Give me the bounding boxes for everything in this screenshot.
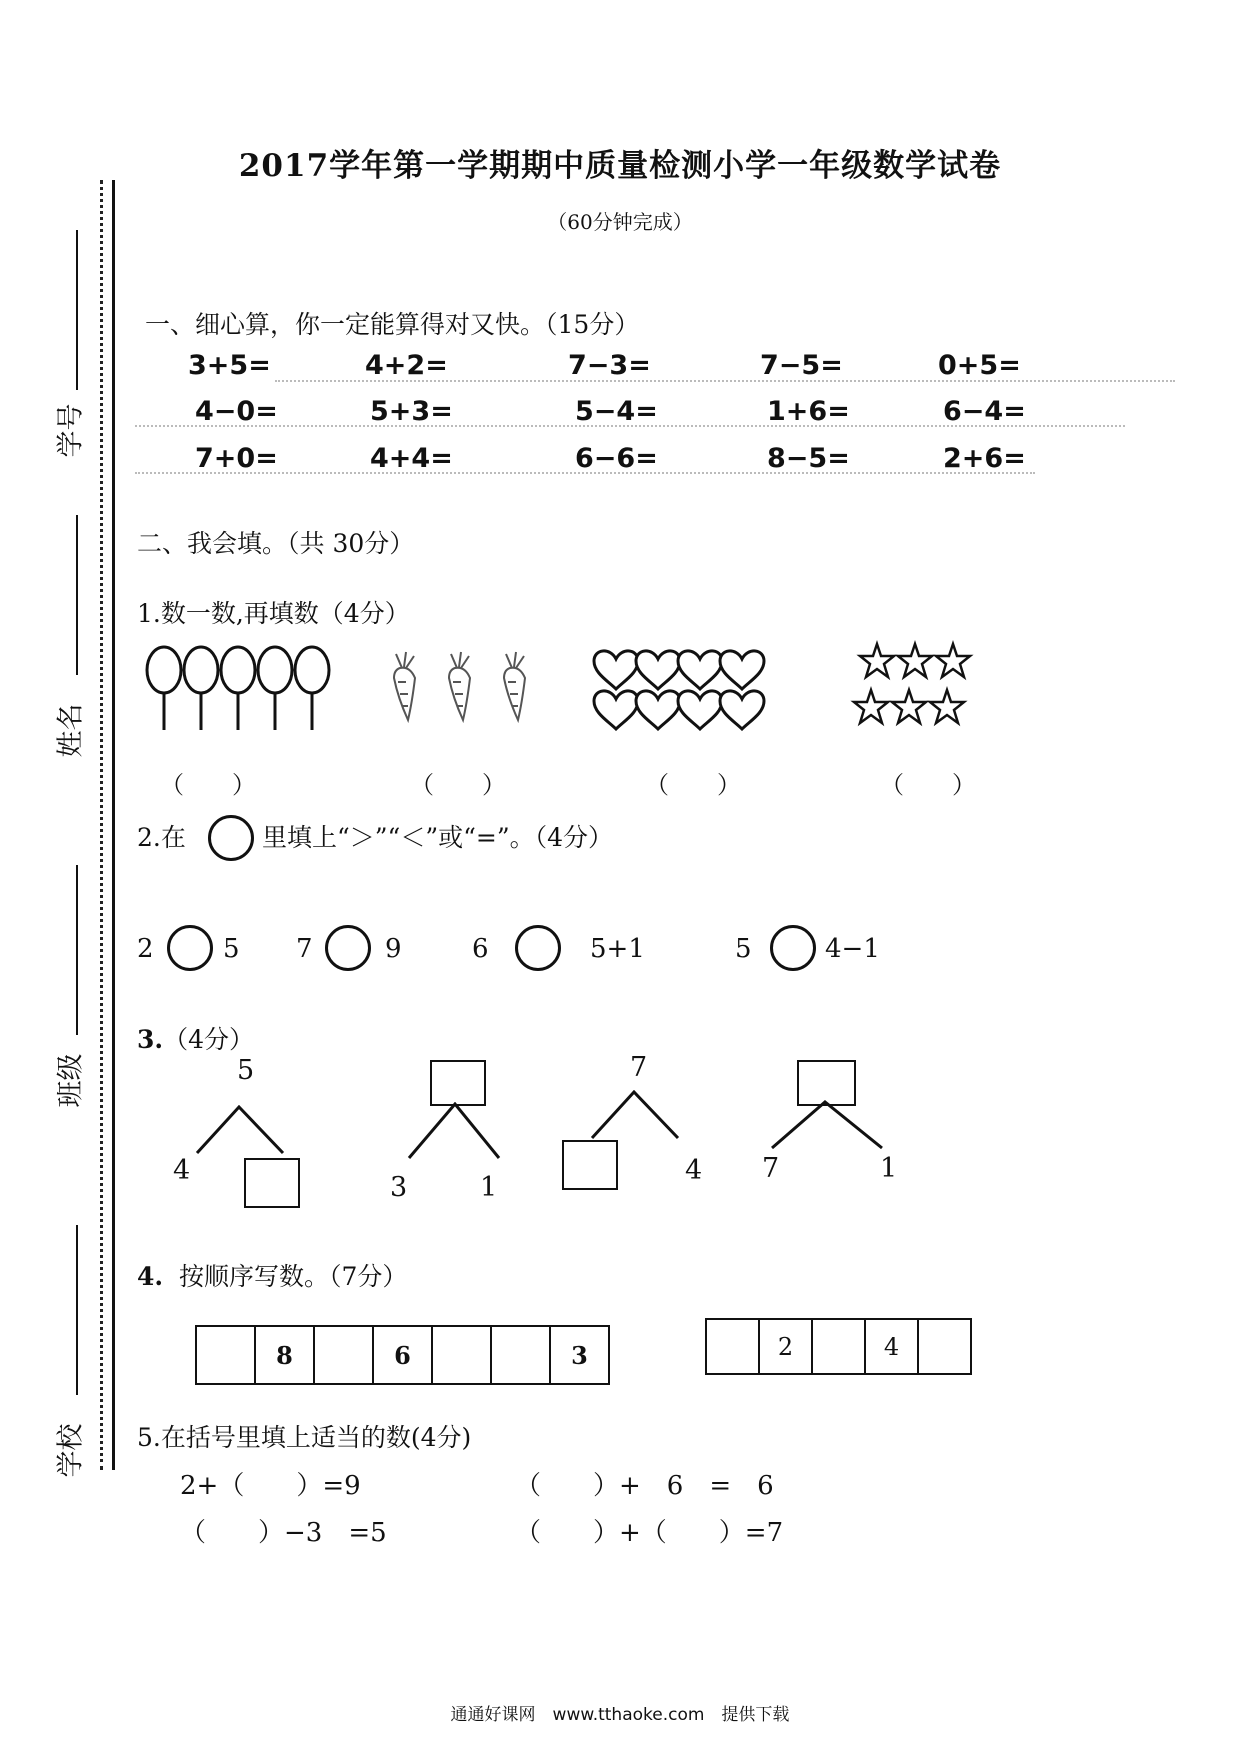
heart-icon	[594, 691, 638, 729]
answer-blank[interactable]: （ ）	[645, 771, 741, 799]
sequence-cell[interactable]	[433, 1327, 492, 1383]
star-icon	[854, 690, 888, 723]
sidebar-label-name: 姓名	[55, 703, 87, 757]
tree-branch	[770, 1100, 885, 1150]
sequence-strip-1	[195, 1325, 610, 1385]
arith-expression: 4+4=	[370, 443, 453, 474]
tree-answer-box[interactable]	[562, 1140, 618, 1190]
student-id-line[interactable]	[76, 230, 78, 390]
compare-circle[interactable]	[167, 925, 213, 971]
tree-branch	[590, 1090, 690, 1140]
star-group	[850, 640, 980, 730]
fill-equation[interactable]: （ ）+（ ）=7	[515, 1518, 784, 1548]
heart-icon	[594, 651, 638, 689]
star-icon	[936, 644, 970, 677]
arith-expression: 7−3=	[568, 350, 651, 381]
binding-solid-line	[112, 180, 115, 1470]
sequence-cell: 8	[256, 1327, 315, 1383]
arith-expression: 2+6=	[943, 443, 1026, 474]
carrot-icon	[449, 652, 470, 720]
heart-icon	[720, 651, 764, 689]
fill-equation[interactable]: 2+（ ）=9	[180, 1471, 361, 1501]
arith-expression: 6−6=	[575, 443, 658, 474]
q3-heading: 3.（4分）	[137, 1025, 255, 1054]
compare-right: 5	[223, 934, 240, 964]
balloon-icon	[295, 647, 329, 730]
sequence-cell[interactable]	[492, 1327, 551, 1383]
star-icon	[860, 644, 894, 677]
q1-heading: 1.数一数,再填数（4分）	[137, 599, 410, 628]
answer-blank[interactable]: （ ）	[410, 771, 506, 799]
sequence-cell: 6	[374, 1327, 433, 1383]
heart-icon	[678, 691, 722, 729]
section2-heading: 二、我会填。（共 30分）	[137, 529, 415, 558]
star-icon	[892, 690, 926, 723]
q5-heading: 5.在括号里填上适当的数(4分)	[137, 1423, 472, 1452]
star-icon	[898, 644, 932, 677]
heart-icon	[678, 651, 722, 689]
class-line[interactable]	[76, 865, 78, 1035]
circle-icon	[208, 815, 254, 861]
answer-blank[interactable]: （ ）	[160, 771, 256, 799]
arith-expression: 5−4=	[575, 396, 658, 427]
sequence-cell: 2	[760, 1320, 813, 1373]
sequence-cell: 3	[571, 1340, 588, 1370]
sidebar-label-school: 学校	[55, 1423, 87, 1477]
sequence-cell: 4	[866, 1320, 919, 1373]
sequence-cell[interactable]	[197, 1327, 256, 1383]
tree-branch	[407, 1102, 507, 1160]
tree-left-number: 3	[390, 1172, 408, 1203]
heart-icon	[720, 691, 764, 729]
sequence-strip-2	[705, 1318, 972, 1375]
fill-equation[interactable]: （ ）+ 6 = 6	[515, 1471, 774, 1501]
page-subtitle: （60分钟完成）	[547, 210, 693, 234]
tree-top-number: 7	[630, 1052, 648, 1083]
arith-expression: 6−4=	[943, 396, 1026, 427]
compare-left: 6	[472, 934, 489, 964]
sidebar-label-student-id: 学号	[55, 403, 87, 457]
tree-answer-box[interactable]	[244, 1158, 300, 1208]
name-line[interactable]	[76, 515, 78, 675]
q2-heading-suffix: 里填上“＞”“＜”或“=”。（4分）	[262, 823, 614, 852]
arith-expression: 0+5=	[938, 350, 1021, 381]
footer-source: 通通好课网 www.tthaoke.com 提供下载	[450, 1705, 790, 1725]
compare-right: 9	[385, 934, 402, 964]
tree-right-number: 4	[685, 1155, 703, 1186]
page-title: 2017学年第一学期期中质量检测小学一年级数学试卷	[238, 148, 1002, 184]
compare-right: 5+1	[590, 934, 645, 964]
star-icon	[930, 690, 964, 723]
fill-equation[interactable]: （ ）−3 =5	[180, 1518, 387, 1548]
heart-group	[590, 645, 780, 735]
sequence-cell[interactable]	[813, 1320, 866, 1373]
q2-heading-prefix: 2.在	[137, 823, 186, 852]
binding-dotted-line	[100, 180, 103, 1470]
arith-expression: 4−0=	[195, 396, 278, 427]
heart-icon	[636, 651, 680, 689]
sequence-cell[interactable]	[315, 1327, 374, 1383]
section1-heading: 一、细心算，你一定能算得对又快。（15分）	[145, 310, 640, 339]
compare-right: 4−1	[825, 934, 880, 964]
carrot-group	[380, 648, 540, 728]
q4-heading: 4. 按顺序写数。（7分）	[137, 1262, 408, 1291]
compare-left: 7	[296, 934, 313, 964]
compare-circle[interactable]	[515, 925, 561, 971]
compare-left: 5	[735, 934, 752, 964]
tree-top-number: 5	[237, 1055, 255, 1086]
arith-expression: 7−5=	[760, 350, 843, 381]
tree-right-number: 1	[880, 1153, 898, 1184]
balloon-icon	[184, 647, 218, 730]
carrot-icon	[504, 652, 525, 720]
balloon-icon	[147, 647, 181, 730]
compare-circle[interactable]	[325, 925, 371, 971]
arith-expression: 8−5=	[767, 443, 850, 474]
school-line[interactable]	[76, 1225, 78, 1395]
tree-branch	[195, 1105, 295, 1155]
balloon-group	[140, 640, 340, 735]
sequence-cell[interactable]	[707, 1320, 760, 1373]
tree-left-number: 4	[173, 1155, 191, 1186]
tree-left-number: 7	[762, 1153, 780, 1184]
arith-expression: 7+0=	[195, 443, 278, 474]
compare-left: 2	[137, 934, 154, 964]
arith-expression: 5+3=	[370, 396, 453, 427]
balloon-icon	[258, 647, 292, 730]
compare-circle[interactable]	[770, 925, 816, 971]
arith-expression: 4+2=	[365, 350, 448, 381]
balloon-icon	[221, 647, 255, 730]
sidebar-label-class: 班级	[55, 1053, 87, 1107]
answer-blank[interactable]: （ ）	[880, 771, 976, 799]
arith-expression: 1+6=	[767, 396, 850, 427]
tree-answer-box[interactable]	[430, 1060, 486, 1106]
carrot-icon	[394, 652, 415, 720]
tree-right-number: 1	[480, 1172, 498, 1203]
arith-expression: 3+5=	[188, 350, 271, 381]
sequence-cell[interactable]	[919, 1320, 970, 1373]
heart-icon	[636, 691, 680, 729]
